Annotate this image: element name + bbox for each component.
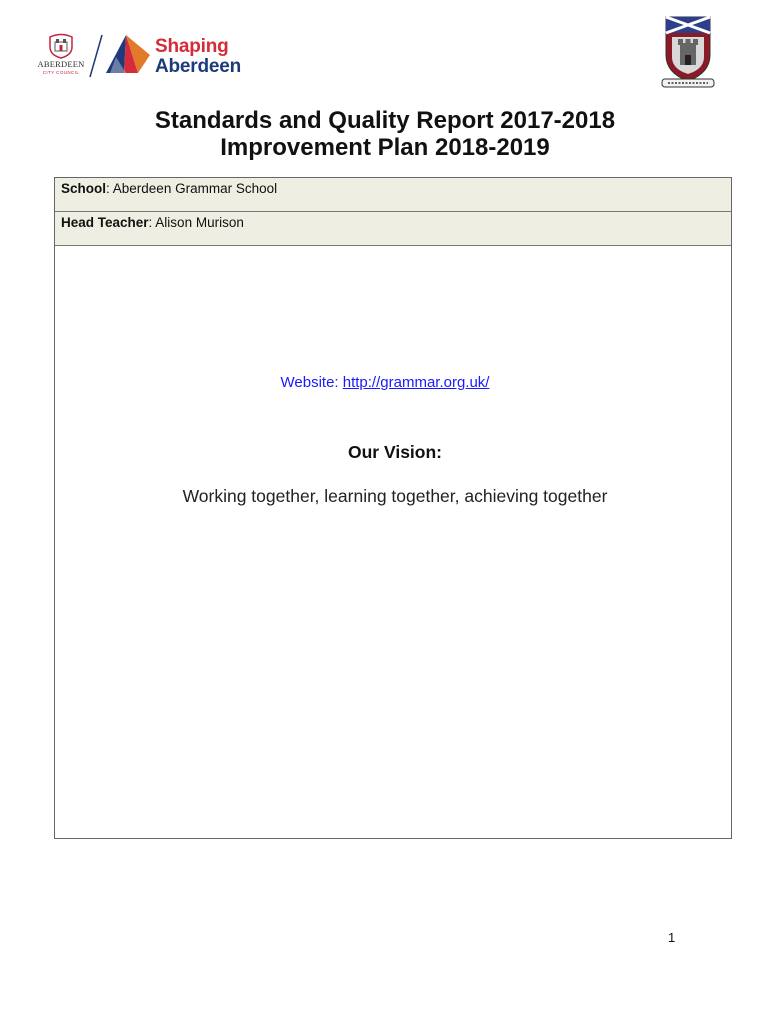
school-row bbox=[55, 178, 731, 212]
council-subtitle: CITY COUNCIL bbox=[42, 70, 80, 75]
report-title: Standards and Quality Report 2017-2018 bbox=[154, 107, 616, 134]
report-subtitle: Improvement Plan 2018-2019 bbox=[220, 134, 550, 161]
school-info-box bbox=[54, 177, 732, 839]
brand-word-shaping: Shaping bbox=[155, 36, 229, 57]
website-label: Website: bbox=[280, 374, 343, 391]
logo-divider bbox=[88, 34, 104, 78]
head-teacher-value: : Alison Murison bbox=[148, 215, 244, 230]
shaping-aberdeen-mark-icon bbox=[104, 33, 152, 77]
council-name: ABERDEEN bbox=[37, 59, 85, 69]
page-number: 1 bbox=[668, 930, 676, 945]
council-logo bbox=[30, 33, 92, 81]
vision-heading: Our Vision: bbox=[348, 442, 442, 462]
head-teacher-label: Head Teacher bbox=[61, 215, 149, 230]
vision-statement: Working together, learning together, achieving together bbox=[182, 486, 608, 506]
school-label: School bbox=[61, 181, 107, 196]
school-crest-icon bbox=[658, 15, 718, 89]
website-link[interactable]: http://grammar.org.uk/ bbox=[342, 374, 490, 391]
brand-word-aberdeen: Aberdeen bbox=[155, 56, 242, 77]
council-crest-icon bbox=[46, 33, 76, 59]
website-line bbox=[0, 374, 770, 391]
school-value: : Aberdeen Grammar School bbox=[106, 181, 278, 196]
head-teacher-row bbox=[55, 212, 731, 246]
